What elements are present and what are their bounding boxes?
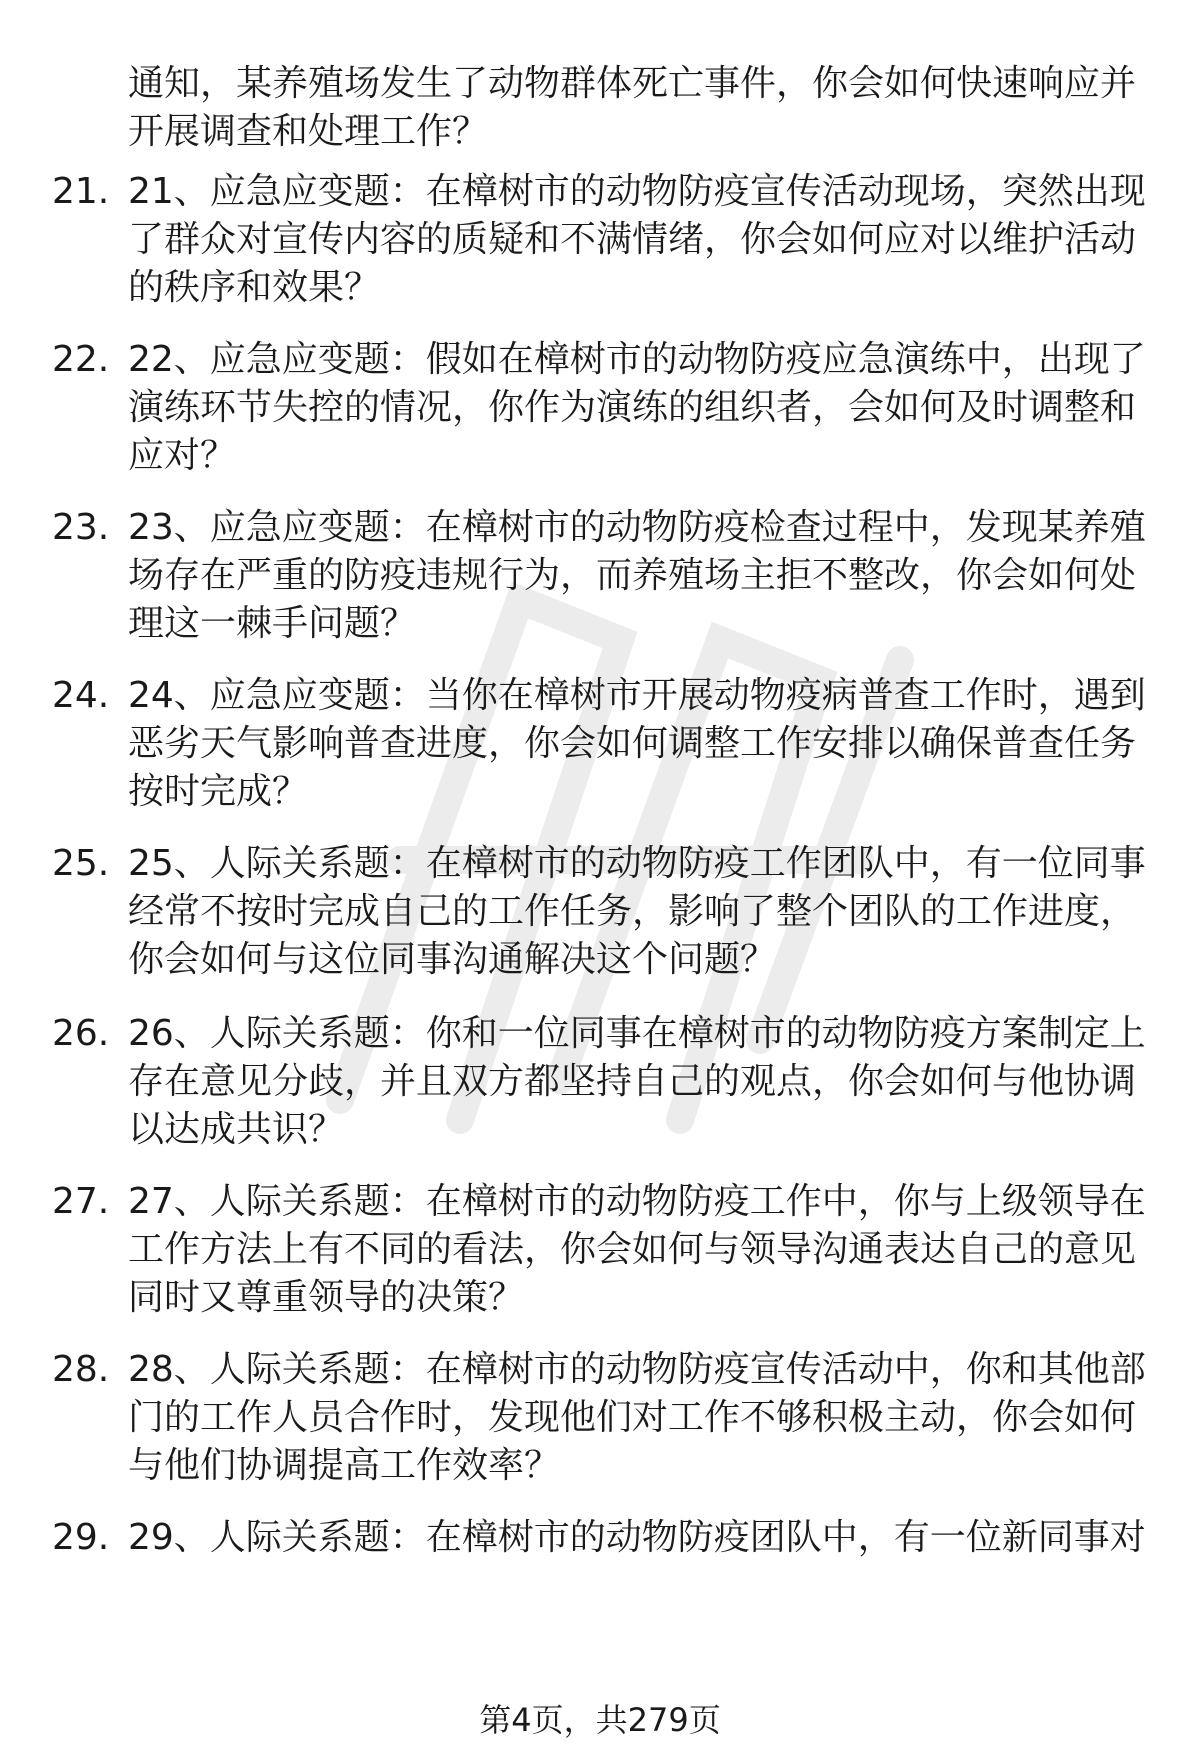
item-text: 26、人际关系题：你和一位同事在樟树市的动物防疫方案制定上存在意见分歧，并且双方都坚持自己的观点，你会如何与他协调以达成共识？ <box>128 1013 1146 1150</box>
item-number: 27. <box>52 1181 110 1222</box>
item-number: 29. <box>52 1517 110 1558</box>
item-number: 28. <box>52 1349 110 1390</box>
page-footer: 第4页，共279页 <box>479 1701 721 1739</box>
item-text: 21、应急应变题：在樟树市的动物防疫宣传活动现场，突然出现了群众对宣传内容的质疑和不满情绪，你会如何应对以维护活动的秩序和效果？ <box>128 171 1146 308</box>
item-text: 27、人际关系题：在樟树市的动物防疫工作中，你与上级领导在工作方法上有不同的看法，你会如何与领导沟通表达自己的意见同时又尊重领导的决策？ <box>128 1181 1146 1318</box>
item-text: 25、人际关系题：在樟树市的动物防疫工作团队中，有一位同事经常不按时完成自己的工作任务，影响了整个团队的工作进度，你会如何与这位同事沟通解决这个问题？ <box>128 843 1146 980</box>
item-number: 22. <box>52 339 110 380</box>
item-text: 22、应急应变题：假如在樟树市的动物防疫应急演练中，出现了演练环节失控的情况，你作为演练的组织者，会如何及时调整和应对？ <box>128 339 1146 476</box>
item-text: 29、人际关系题：在樟树市的动物防疫团队中，有一位新同事对 <box>128 1517 1146 1558</box>
item-number: 23. <box>52 507 110 548</box>
item-number: 24. <box>52 675 110 716</box>
item-text: 24、应急应变题：当你在樟树市开展动物疫病普查工作时，遇到恶劣天气影响普查进度，你会如何调整工作安排以确保普查任务按时完成？ <box>128 675 1146 812</box>
item-number: 26. <box>52 1013 110 1054</box>
item-text: 28、人际关系题：在樟树市的动物防疫宣传活动中，你和其他部门的工作人员合作时，发现他们对工作不够积极主动，你会如何与他们协调提高工作效率？ <box>128 1349 1146 1486</box>
item-text: 23、应急应变题：在樟树市的动物防疫检查过程中，发现某养殖场存在严重的防疫违规行为，而养殖场主拒不整改，你会如何处理这一棘手问题？ <box>128 507 1146 644</box>
item-number: 21. <box>52 171 110 212</box>
item-number: 25. <box>52 843 110 884</box>
continuation-paragraph: 通知，某养殖场发生了动物群体死亡事件，你会如何快速响应并开展调查和处理工作？ <box>128 63 1137 152</box>
